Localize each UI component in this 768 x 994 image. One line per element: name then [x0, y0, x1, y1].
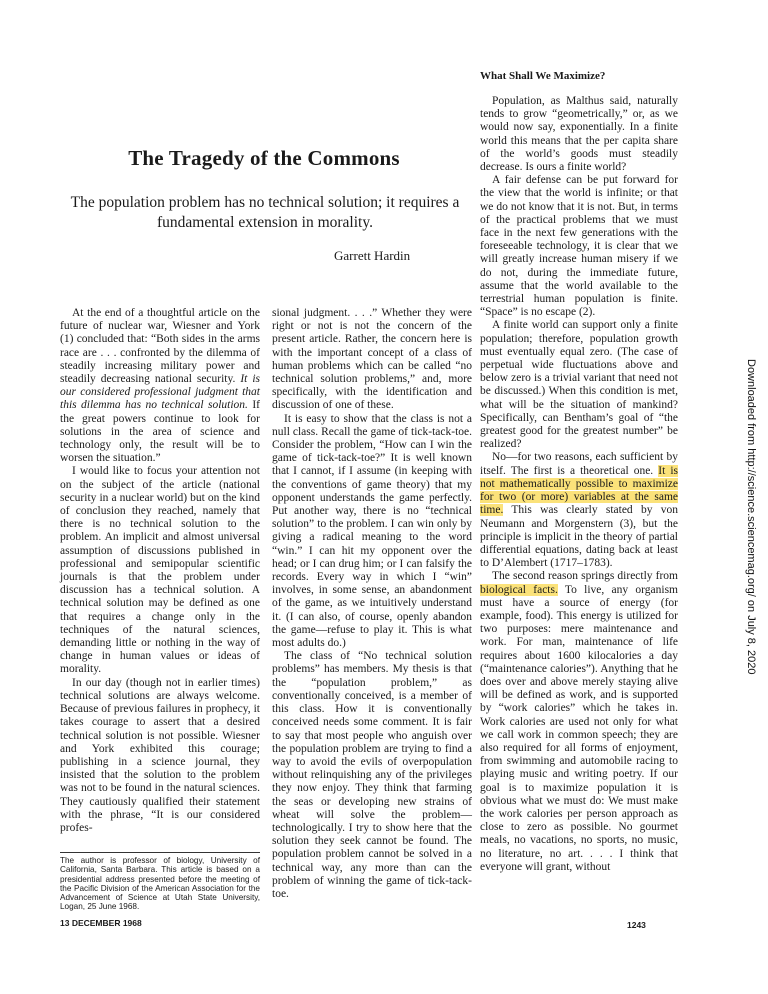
highlighted-text[interactable]: biological facts.	[480, 583, 558, 596]
paragraph: It is easy to show that the class is not a null class. Recall the game of tick-tack-toe. Consider the problem, “How can I win the game of tick-tack-toe?” It is well known that I cannot, if I assume (in keeping with the conventions of game theory) that my opponent understands the game perfectly. Put another way, there is no “technical solution” to the problem. I can win only by giving a radical meaning to the word “win.” I can hit my opponent over the head; or I can drug him; or I can falsify the records. Every way in which I “win” involves, in some sense, an abandonment of the game, as we intuitively understand it. (I can also, of course, openly abandon the game—refuse to play it. This is what most adults do.)	[272, 412, 472, 650]
download-notice[interactable]: Downloaded from http://science.sciencemag.org/ on July 8, 2020	[745, 359, 757, 675]
paragraph	[480, 451, 678, 570]
paragraph: In our day (though not in earlier times) technical solutions are always welcome. Because of previous failures in prophecy, it takes courage to assert that a desired technical solution is not possible. Wiesner and York exhibited this courage; publishing in a science journal, they insisted that the solution to the problem was not to be found in the natural sciences. They cautiously qualified their statement with the phrase, “It is our considered profes-	[60, 676, 260, 834]
text-run: If the great powers continue to look for solutions in the area of science and technology only, the result will be to worsen the situation.”	[60, 399, 260, 465]
text-column-3	[480, 95, 678, 874]
article-author: Garrett Hardin	[334, 248, 411, 263]
author-footnote: The author is professor of biology, University of California, Santa Barbara. This article is based on a presidential address presented before the meeting of the Pacific Division of the American Association for the Advancement of Science at Utah State University, Logan, 25 June 1968.	[60, 856, 260, 912]
italic-text: It is our considered professional judgment that this dilemma has no technical solution.	[60, 373, 260, 412]
text-run: At the end of a thoughtful article on the future of nuclear war, Wiesner and York (1) concluded that: “Both sides in the arms race are . . . confronted by the dilemma of steadily increasing military power and steadily decreasing national security.	[60, 307, 260, 386]
paragraph: A fair defense can be put forward for the view that the world is infinite; or that we do not know that it is not. But, in terms of the practical problems that we must face in the next few generations with the foreseeable technology, it is clear that we will greatly increase human misery if we do not, during the immediate future, assume that the world available to the terrestrial human population is finite. “Space” is no escape (2).	[480, 174, 678, 319]
paragraph: A finite world can support only a finite population; therefore, population growth must eventually equal zero. (The case of perpetual wide fluctuations above and below zero is a trivial variant that need not be discussed.) When this condition is met, what will be the situation of mankind? Specifically, can Bentham’s goal of “the greatest good for the greatest number” be realized?	[480, 319, 678, 451]
section-header: What Shall We Maximize?	[480, 70, 606, 82]
text-column-1	[60, 307, 260, 835]
article-subtitle: The population problem has no technical solution; it requires a fundamental extension in morality.	[70, 194, 460, 231]
paragraph: The class of “No technical solution problems” has members. My thesis is that the “population problem,” as conventionally conceived, is a member of this class. How it is conventionally conceived needs some comment. It is fair to say that most people who anguish over the population problem are trying to find a way to avoid the evils of overpopulation without relinquishing any of the privileges they now enjoy. They think that farming the seas or developing new strains of wheat will solve the problem—technologically. I try to show here that the solution they seek cannot be found. The population problem cannot be solved in a technical way, any more than can the problem of winning the game of tick-tack-toe.	[272, 650, 472, 900]
paragraph: Population, as Malthus said, naturally tends to grow “geometrically,” or, as we would now say, exponentially. In a finite world this means that the per capita share of the world’s goods must steadily decrease. Is ours a finite world?	[480, 95, 678, 174]
paragraph	[60, 307, 260, 465]
highlighted-text[interactable]: It is not mathematically possible to maximize for two (or more) variables at the same time.	[480, 464, 678, 517]
paragraph	[480, 570, 678, 874]
article-title: The Tragedy of the Commons	[128, 146, 400, 170]
paragraph: sional judgment. . . .” Whether they were right or not is not the concern of the present article. Rather, the concern here is with the important concept of a class of human problems which can be called “no technical solution problems,” and, more specifically, with the identification and discussion of one of these.	[272, 307, 472, 412]
text-run: No—for two reasons, each sufficient by itself. The first is a theoretical one.	[480, 451, 678, 477]
text-run: The second reason springs directly from	[492, 570, 678, 583]
text-run: This was clearly stated by von Neumann and Morgenstern (3), but the principle is implicit in the theory of partial differential equations, dating back at least to D’Alembert (1717–1783).	[480, 504, 678, 570]
page-number: 1243	[627, 920, 646, 930]
text-run: To live, any organism must have a source of energy (for example, food). This energy is utilized for two purposes: mere maintenance and work. For man, maintenance of life requires about 1600 kilocalories a day (“maintenance calories”). Anything that he does over and above merely staying alive will be defined as work, and is supported by “work calories” which he takes in. Work calories are used not only for what we call work in common speech; they are also required for all forms of enjoyment, from swimming and automobile racing to playing music and writing poetry. If our goal is to maximize population it is obvious what we must do: We must make the work calories per person approach as close to zero as possible. No gourmet meals, no vacations, no sports, no music, no literature, no art. . . . I think that everyone will grant, without	[480, 583, 678, 873]
paragraph: I would like to focus your attention not on the subject of the article (national security in a nuclear world) but on the kind of conclusion they reached, namely that there is no technical solution to the problem. An implicit and almost universal assumption of discussions published in professional and semipopular scientific journals is that the problem under discussion has a technical solution. A technical solution may be defined as one that requires a change only in the techniques of the natural sciences, demanding little or nothing in the way of change in human values or ideas of morality.	[60, 465, 260, 676]
footnote-divider	[60, 852, 260, 853]
text-column-2	[272, 307, 472, 901]
issue-date: 13 DECEMBER 1968	[60, 918, 142, 928]
